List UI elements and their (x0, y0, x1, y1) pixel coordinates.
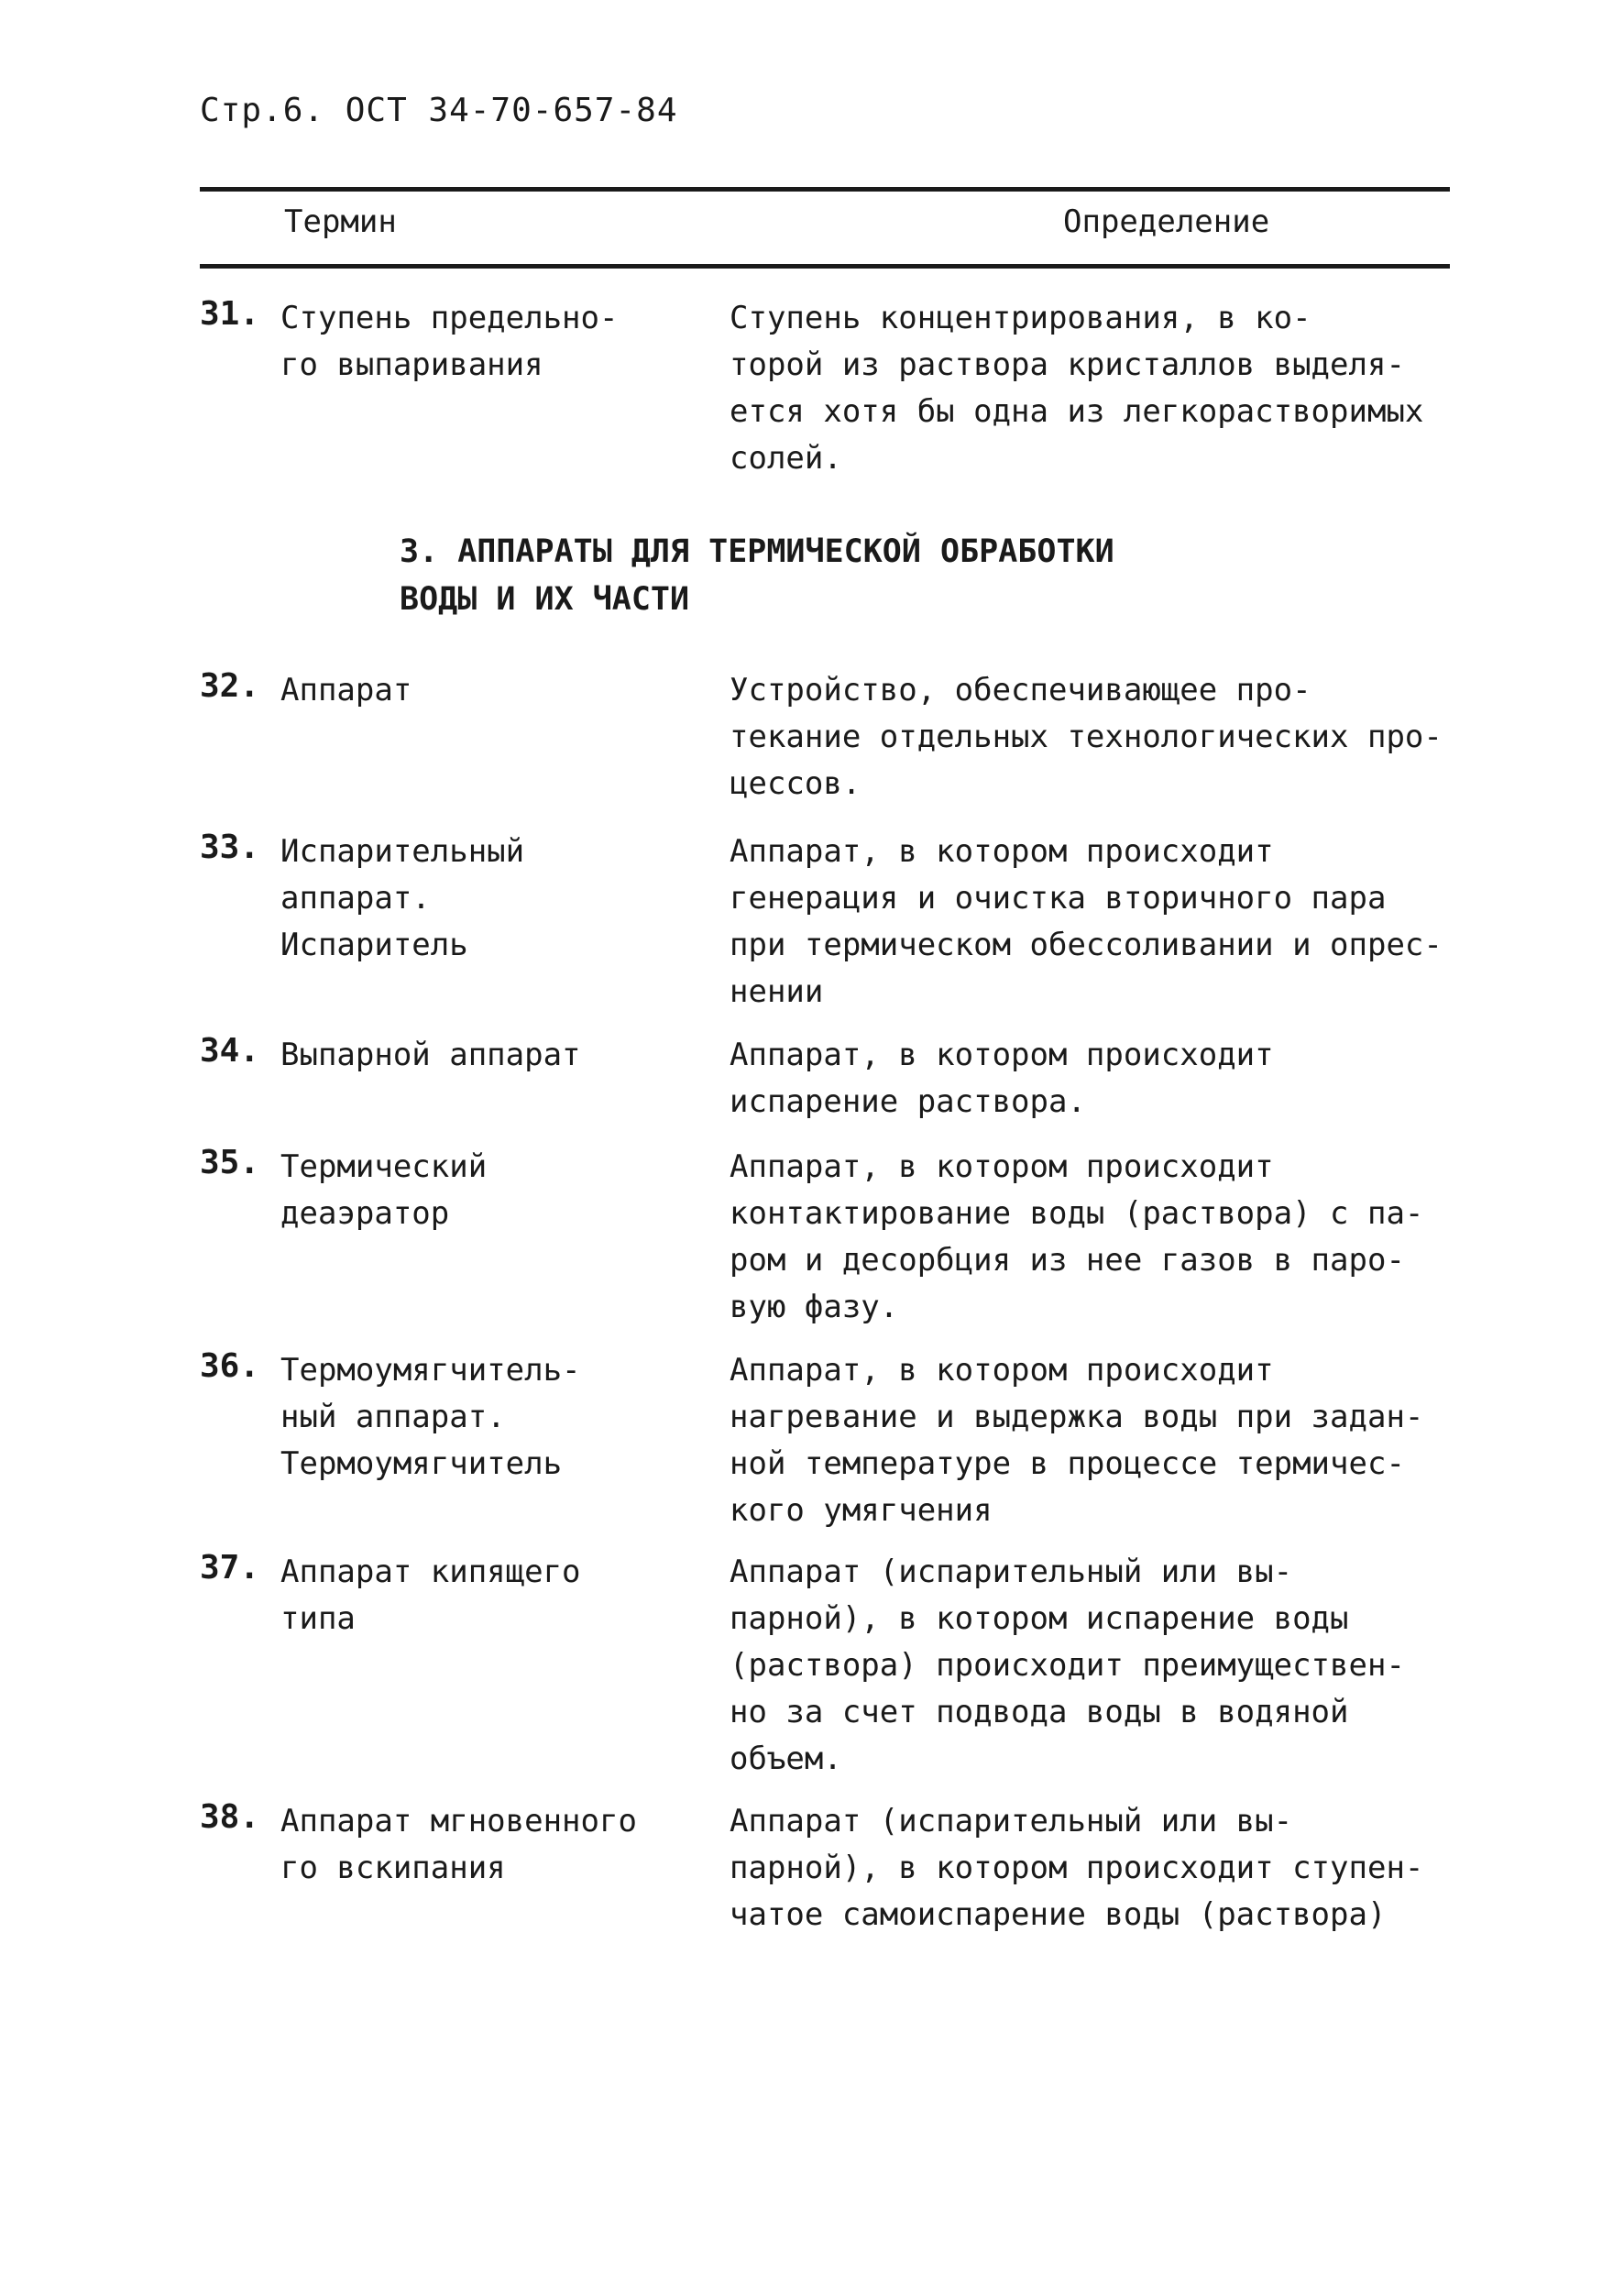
entry-term: Аппарат (280, 672, 412, 708)
table-header-rule (200, 264, 1450, 269)
entry-number: 33. (200, 829, 260, 866)
entry-term: Испарительный аппарат. Испаритель (280, 833, 525, 963)
entry-number: 37. (200, 1549, 260, 1587)
entry-term: Ступень предельно- го выпаривания (280, 300, 619, 383)
entry-term: Аппарат мгновенного го вскипания (280, 1803, 637, 1886)
entry-definition: Аппарат (испарительный или вы- парной), в котором испарение воды (раствора) происходит преимуществен- но за счет подвода воды в водяной объем. (730, 1554, 1405, 1777)
page-header: Стр.6. ОСТ 34-70-657-84 (200, 92, 678, 129)
entry-term: Выпарной аппарат (280, 1037, 581, 1073)
entry-definition: Аппарат, в котором происходит генерация и очистка вторичного пара при термическом обессоливании и опрес- нении (730, 833, 1443, 1010)
entry-definition: Аппарат, в котором происходит контактирование воды (раствора) с па- ром и десорбция из нее газов в паро- вую фазу. (730, 1148, 1424, 1325)
entry-definition: Аппарат (испарительный или вы- парной), в котором происходит ступен- чатое самоиспарение воды (раствора) (730, 1803, 1424, 1933)
entry-number: 36. (200, 1347, 260, 1385)
section-title: 3. АППАРАТЫ ДЛЯ ТЕРМИЧЕСКОЙ ОБРАБОТКИ ВОДЫ И ИХ ЧАСТИ (400, 533, 1114, 618)
entry-definition: Устройство, обеспечивающее про- текание отдельных технологических про- цессов. (730, 672, 1443, 802)
entry-definition: Ступень концентрирования, в ко- торой из раствора кристаллов выделя- ется хотя бы одна из легкорастворимых солей. (730, 300, 1424, 477)
entry-definition: Аппарат, в котором происходит нагревание и выдержка воды при задан- ной температуре в процессе термичес- кого умягчения (730, 1352, 1424, 1529)
column-header-definition: Определение (1063, 203, 1270, 240)
entry-term: Аппарат кипящего типа (280, 1554, 581, 1637)
entry-number: 32. (200, 667, 260, 705)
entry-term: Термический деаэратор (280, 1148, 488, 1232)
entry-definition: Аппарат, в котором происходит испарение раствора. (730, 1037, 1274, 1120)
entry-number: 34. (200, 1032, 260, 1070)
entry-number: 35. (200, 1144, 260, 1181)
entry-number: 31. (200, 295, 260, 333)
entry-term: Термоумягчитель- ный аппарат. Термоумягчитель (280, 1352, 581, 1482)
entry-number: 38. (200, 1798, 260, 1836)
table-top-rule (200, 187, 1450, 192)
column-header-term: Термин (284, 203, 397, 240)
